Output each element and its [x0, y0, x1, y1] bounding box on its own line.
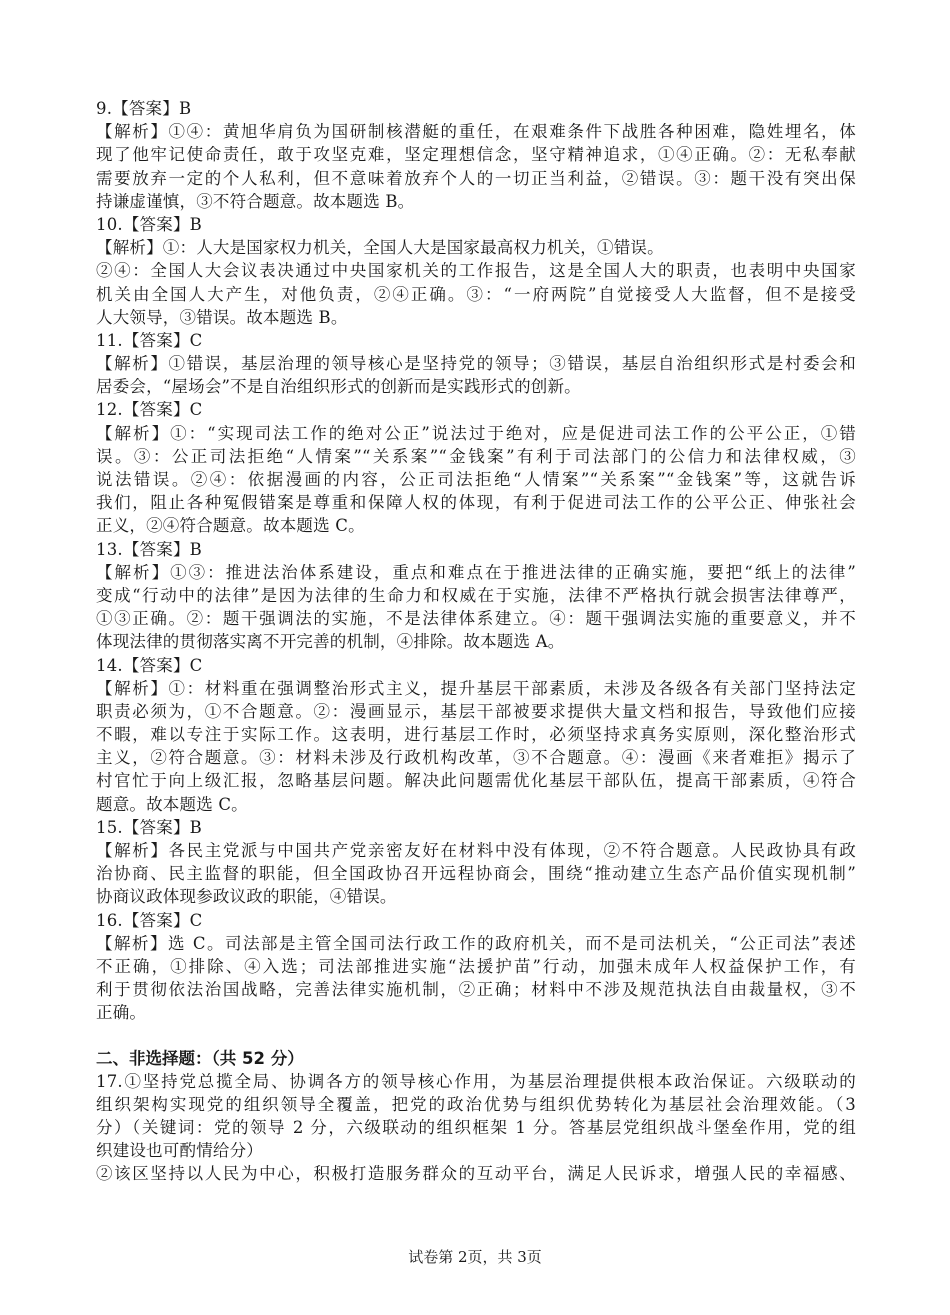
answer-17-line: ②该区坚持以人民为中心，积极打造服务群众的互动平台，满足人民诉求，增强人民的幸福感、 — [96, 1164, 856, 1184]
analysis-12-line: 我们，阻止各种冤假错案是尊重和保障人权的体现，有利于促进司法工作的公平公正、伸张社会 — [96, 493, 856, 513]
analysis-14-line: 主义，②符合题意。③：材料未涉及行政机构改革，③不合题意。④：漫画《来者难拒》揭示了 — [96, 748, 856, 768]
answer-10: 10.【答案】B — [96, 214, 202, 234]
analysis-12-line: 误。③：公正司法拒绝“人情案”“关系案”“金钱案”有利于司法部门的公信力和法律权威，③ — [96, 446, 856, 466]
answer-17-line: 17.①坚持党总揽全局、协调各方的领导核心作用，为基层治理提供根本政治保证。六级联动的 — [96, 1071, 856, 1091]
analysis-14-line: 不暇，难以专注于实际工作。这表明，进行基层工作时，必须坚持求真务实原则，深化整治形式 — [96, 725, 856, 745]
analysis-13-line: 变成“行动中的法律”是因为法律的生命力和权威在于实施，法律不严格执行就会损害法律尊严， — [96, 585, 856, 605]
analysis-14-line: 村官忙于向上级汇报，忽略基层问题。解决此问题需优化基层干部队伍，提高干部素质，④符合 — [96, 771, 856, 791]
analysis-9-line: 持谦虚谨慎，③不符合题意。故本题选 B。 — [96, 191, 415, 211]
section-title: 二、非选择题：（共 52 分） — [96, 1048, 304, 1068]
answer-12: 12.【答案】C — [96, 400, 203, 420]
analysis-9-line: 需要放弃一定的个人私利，但不意味着放弃个人的一切正当利益，②错误。③：题干没有突出保 — [96, 168, 856, 188]
analysis-14-line: 职责必须为，①不合题意。②：漫画显示，基层干部被要求提供大量文档和报告，导致他们应接 — [96, 701, 856, 721]
analysis-16-line: 利于贯彻依法治国战略，完善法律实施机制，②正确；材料中不涉及规范执法自由裁量权，③不 — [96, 980, 856, 1000]
page-footer: 试卷第 2页，共 3页 — [408, 1248, 542, 1266]
answer-9: 9.【答案】B — [96, 99, 192, 118]
analysis-10-line: 机关由全国人大产生，对他负责，②④正确。③：“一府两院”自觉接受人大监督，但不是接受 — [96, 284, 856, 304]
answer-17-line: 组织架构实现党的组织领导全覆盖，把党的政治优势与组织优势转化为基层社会治理效能。（3 — [96, 1094, 856, 1114]
analysis-16-line: 正确。 — [96, 1003, 147, 1023]
analysis-10-line: 人大领导，③错误。故本题选 B。 — [96, 307, 348, 327]
analysis-15-line: 协商议政体现参政议政的职能，④错误。 — [96, 887, 397, 907]
analysis-12-line: 说法错误。②④：依据漫画的内容，公正司法拒绝“人情案”“关系案”“金钱案”等，这就告诉 — [96, 470, 856, 489]
analysis-12-line: 正义，②④符合题意。故本题选 C。 — [96, 516, 365, 536]
analysis-11-line: 【解析】①错误，基层治理的领导核心是坚持党的领导；③错误，基层自治组织形式是村委会和 — [96, 354, 856, 374]
analysis-9-line: 现了他牢记使命责任，敢于攻坚克难，坚定理想信念，坚守精神追求，①④正确。②：无私奉献 — [96, 145, 856, 165]
analysis-16-line: 不正确，①排除、④入选；司法部推进实施“法援护苗”行动，加强未成年人权益保护工作，有 — [96, 956, 856, 976]
answer-14: 14.【答案】C — [96, 655, 203, 675]
answer-11: 11.【答案】C — [96, 330, 203, 350]
answer-17-line: 分）（关键词：党的领导 2 分，六级联动的组织框架 1 分。答基层党组织战斗堡垒作用，党的组 — [96, 1118, 856, 1138]
analysis-13-line: ①③正确。②：题干强调法的实施，不是法律体系建立。④：题干强调法实施的重要意义，并不 — [96, 609, 856, 629]
document-body — [96, 97, 856, 1186]
analysis-10-line: 【解析】①：人大是国家权力机关，全国人大是国家最高权力机关，①错误。 — [96, 238, 664, 258]
answer-17-line: 织建设也可酌情给分） — [96, 1141, 263, 1161]
analysis-9-line: 【解析】①④：黄旭华肩负为国研制核潜艇的重任，在艰难条件下战胜各种困难，隐姓埋名，体 — [96, 122, 856, 142]
answer-16: 16.【答案】C — [96, 910, 203, 930]
analysis-11-line: 居委会，“屋场会”不是自治组织形式的创新而是实践形式的创新。 — [96, 377, 581, 397]
analysis-15-line: 治协商、民主监督的职能，但全国政协召开远程协商会，围绕“推动建立生态产品价值实现机制” — [96, 864, 856, 884]
answer-15: 15.【答案】B — [96, 817, 202, 837]
analysis-16-line: 【解析】选 C。司法部是主管全国司法行政工作的政府机关，而不是司法机关，“公正司法”表述 — [96, 933, 856, 953]
analysis-10-line: ②④：全国人大会议表决通过中央国家机关的工作报告，这是全国人大的职责，也表明中央国家 — [96, 261, 856, 281]
analysis-13-line: 【解析】①③：推进法治体系建设，重点和难点在于推进法律的正确实施，要把“纸上的法律” — [96, 562, 856, 582]
analysis-14-line: 【解析】①：材料重在强调整治形式主义，提升基层干部素质，未涉及各级各有关部门坚持法定 — [96, 678, 856, 698]
analysis-15-line: 【解析】各民主党派与中国共产党亲密友好在材料中没有体现，②不符合题意。人民政协具有政 — [96, 841, 856, 860]
section-gap — [96, 1025, 856, 1047]
analysis-12-line: 【解析】①：“实现司法工作的绝对公正”说法过于绝对，应是促进司法工作的公平公正，①错 — [96, 423, 856, 443]
analysis-14-line: 题意。故本题选 C。 — [96, 794, 248, 814]
analysis-13-line: 体现法律的贯彻落实离不开完善的机制，④排除。故本题选 A。 — [96, 632, 565, 652]
answer-13: 13.【答案】B — [96, 539, 202, 559]
